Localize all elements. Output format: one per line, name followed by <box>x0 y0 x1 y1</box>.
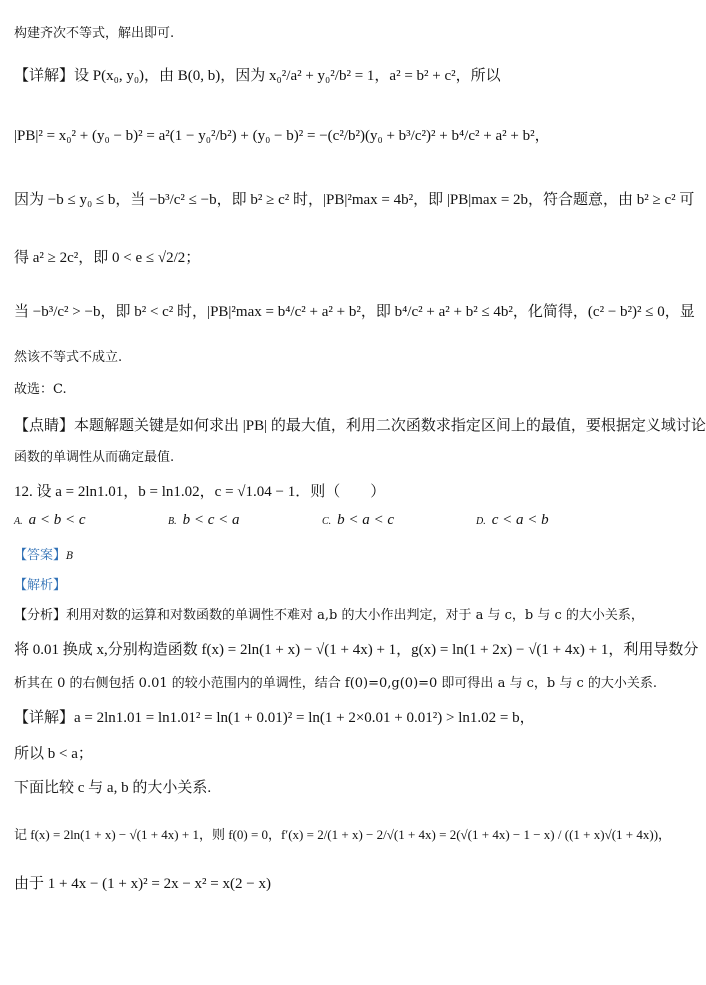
factor-line: 由于 1 + 4x − (1 + x)² = 2x − x² = x(2 − x) <box>14 876 271 892</box>
question-12: 12. 设 a = 2ln1.01，b = ln1.02，c = √1.04 − 1．则（ ） <box>14 484 386 500</box>
detail-a-vs-b: 【详解】a = 2ln1.01 = ln1.01² = ln(1 + 0.01)² = ln(1 + 2×0.01 + 0.01²) > ln1.02 = b， <box>14 710 535 726</box>
b-less-than-a: 所以 b < a； <box>14 746 93 762</box>
remark-line-2: 函数的单调性从而确定最值. <box>14 450 175 465</box>
analysis-line-2: 将 0.01 换成 x,分别构造函数 f(x) = 2ln(1 + x) − √(1 + 4x) + 1，g(x) = ln(1 + 2x) − √(1 + 4x) + 1，利用导数分 <box>14 642 699 658</box>
option-a: A. a < b < c <box>14 512 86 528</box>
case-two-conclusion: 然该不等式不成立. <box>14 350 123 365</box>
analysis-label: 【解析】 <box>14 578 67 593</box>
derivative-line: 记 f(x) = 2ln(1 + x) − √(1 + 4x) + 1，则 f(0) = 0，f′(x) = 2/(1 + x) − 2/√(1 + 4x) = 2(√(1 + 4x) − 1 − x) / ((1 + x)√(1 + 4x))， <box>14 827 672 842</box>
choice-line: 故选：C. <box>14 382 67 397</box>
intro-line: 构建齐次不等式，解出即可. <box>14 26 175 41</box>
remark-line-1: 【点睛】本题解题关键是如何求出 |PB| 的最大值，利用二次函数求指定区间上的最值，要根据定义域讨论 <box>14 418 706 434</box>
analysis-line-1: 【分析】利用对数的运算和对数函数的单调性不难对 a,b 的大小作出判定，对于 a 与 c，b 与 c 的大小关系， <box>14 608 644 623</box>
compare-c-line: 下面比较 c 与 a, b 的大小关系. <box>14 780 212 796</box>
case-two-line: 当 −b³/c² > −b，即 b² < c² 时，|PB|²max = b⁴/c² + a² + b²，即 b⁴/c² + a² + b² ≤ 4b²，化简得，(c² − b²)² ≤ 0，显 <box>14 304 695 320</box>
case-one-line: 因为 −b ≤ y₀ ≤ b，当 −b³/c² ≤ −b，即 b² ≥ c² 时，|PB|²max = 4b²，即 |PB|max = 2b，符合题意，由 b² ≥ c² 可 <box>14 192 695 208</box>
answer-line: 【答案】B <box>14 548 74 563</box>
pb-squared-expansion: |PB|² = x₀² + (y₀ − b)² = a²(1 − y₀²/b²) + (y₀ − b)² = −(c²/b²)(y₀ + b³/c²)² + b⁴/c² + a² + b²， <box>14 128 550 144</box>
option-c: C. b < a < c <box>322 512 395 528</box>
option-d: D. c < a < b <box>476 512 549 528</box>
eccentricity-range: 得 a² ≥ 2c²，即 0 < e ≤ √2/2； <box>14 250 201 266</box>
option-b: B. b < c < a <box>168 512 240 528</box>
detail-line-1: 【详解】设 P(x₀, y₀)，由 B(0, b)，因为 x₀²/a² + y₀²/b² = 1，a² = b² + c²，所以 <box>14 68 501 84</box>
analysis-line-3: 析其在 0 的右侧包括 0.01 的较小范围内的单调性，结合 f(0)=0,g(0)=0 即可得出 a 与 c，b 与 c 的大小关系. <box>14 676 657 691</box>
